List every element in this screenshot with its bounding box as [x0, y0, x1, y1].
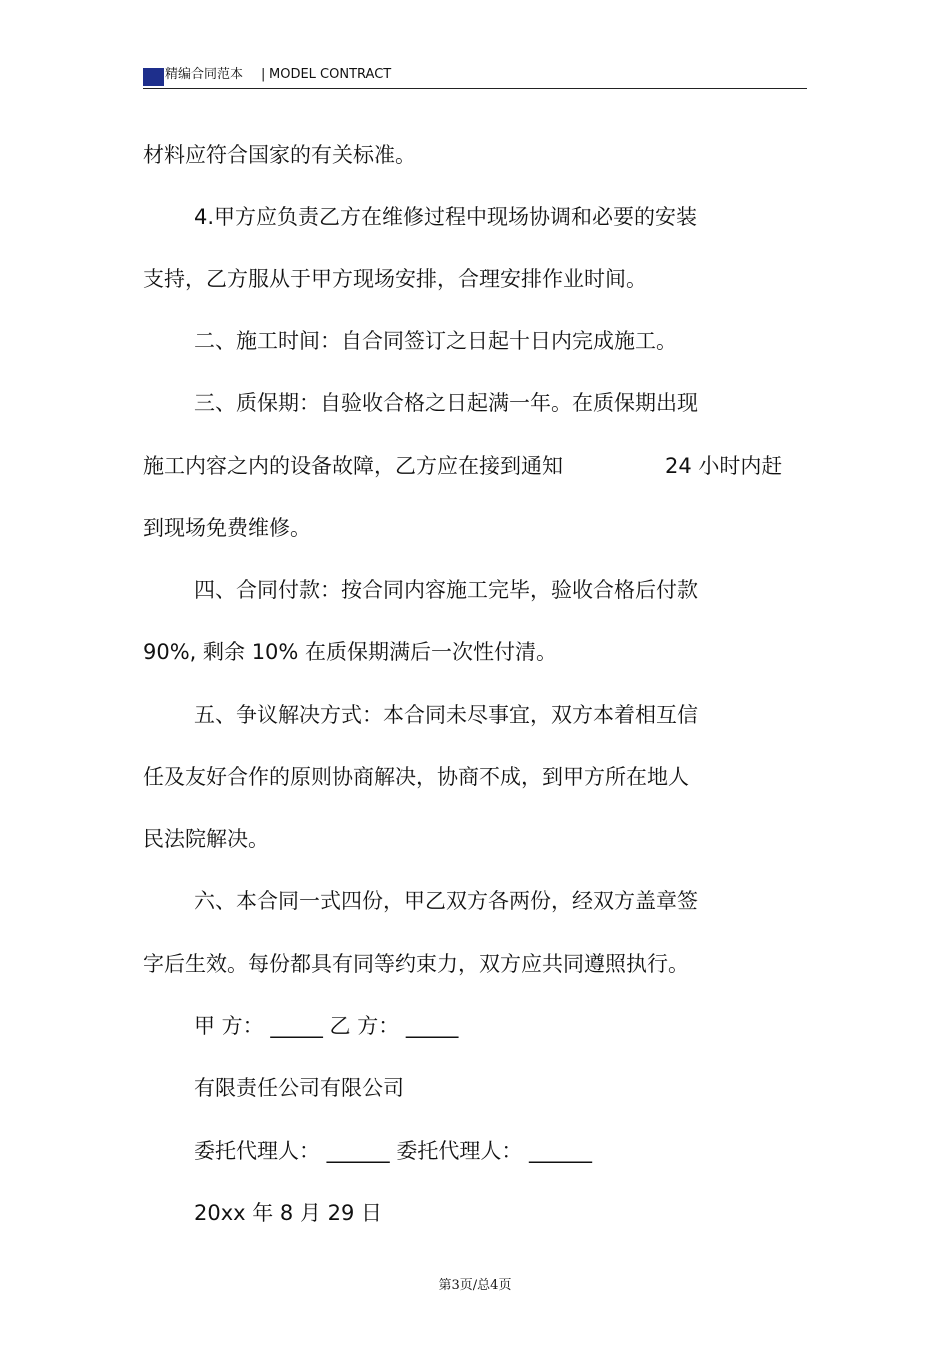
- page-header: [143, 64, 807, 89]
- text-line-warranty-end: 到现场免费维修。: [143, 516, 311, 540]
- text-line-construction-time: 二、施工时间：自合同签订之日起十日内完成施工。: [194, 329, 677, 353]
- text-line-copies-cont: 字后生效。每份都具有同等约束力，双方应共同遵照执行。: [143, 952, 689, 976]
- text-line-warranty-hours: 24 小时内赶: [665, 454, 783, 478]
- text-line-dispute-end: 民法院解决。: [143, 827, 269, 851]
- text-line-copies: 六、本合同一式四份，甲乙双方各两份，经双方盖章签: [194, 889, 698, 913]
- text-line-dispute-cont: 任及友好合作的原则协商解决，协商不成，到甲方所在地人: [143, 765, 689, 789]
- page-footer: 第3页/总4页: [438, 1278, 512, 1293]
- header-subtitle: MODEL CONTRACT: [269, 67, 392, 82]
- text-line-payment-cont: 90%, 剩余 10% 在质保期满后一次性付清。: [143, 640, 558, 664]
- text-line-warranty: 三、质保期：自验收合格之日起满一年。在质保期出现: [194, 391, 698, 415]
- header-title: 精编合同范本: [165, 67, 244, 82]
- text-line-payment: 四、合同付款：按合同内容施工完毕，验收合格后付款: [194, 578, 698, 602]
- agent-line: 委托代理人： ______ 委托代理人： ______: [194, 1139, 593, 1163]
- text-line-clause-4: 4.甲方应负责乙方在维修过程中现场协调和必要的安装: [194, 205, 698, 229]
- text-line-warranty-cont: 施工内容之内的设备故障，乙方应在接到通知: [143, 454, 563, 478]
- text-line-dispute: 五、争议解决方式：本合同未尽事宜，双方本着相互信: [194, 703, 698, 727]
- logo-square-icon: [143, 68, 164, 86]
- text-line-materials: 材料应符合国家的有关标准。: [143, 143, 416, 167]
- signature-parties-line: 甲 方： _____ 乙 方： _____: [194, 1014, 459, 1038]
- company-line: 有限责任公司有限公司: [194, 1076, 404, 1100]
- text-line-clause-4-cont: 支持，乙方服从于甲方现场安排，合理安排作业时间。: [143, 267, 647, 291]
- header-separator: |: [261, 67, 266, 82]
- date-line: 20xx 年 8 月 29 日: [194, 1201, 383, 1225]
